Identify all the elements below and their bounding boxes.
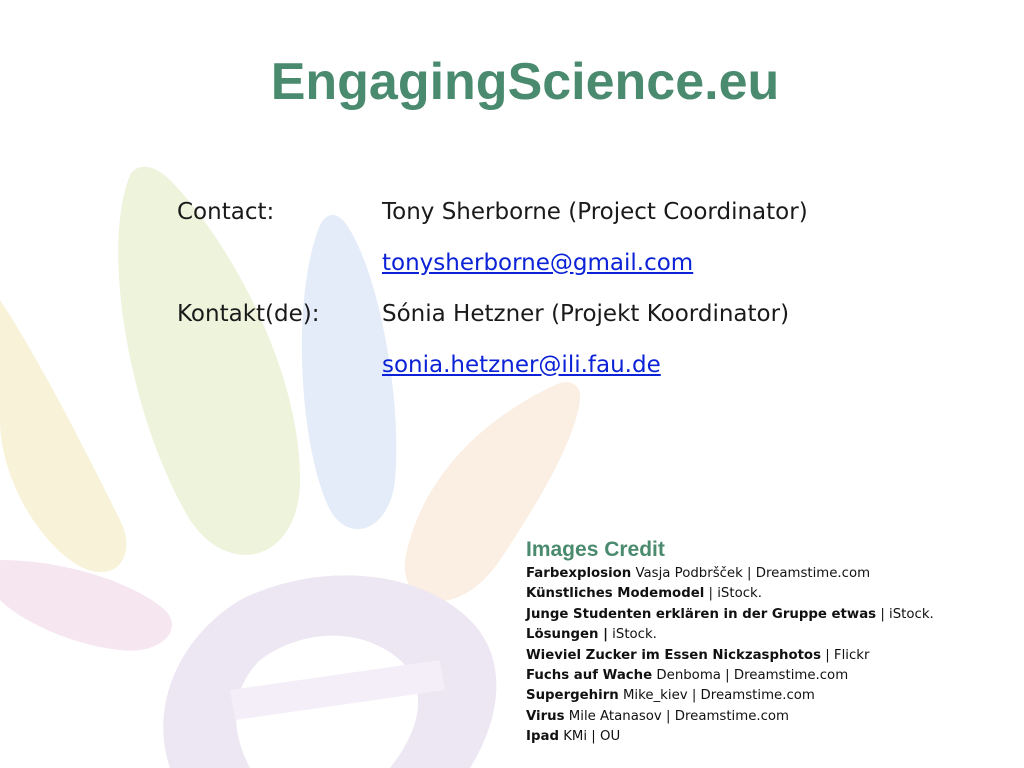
credit-line	[526, 686, 934, 706]
credit-line	[526, 625, 934, 645]
credit-image-name: Wieviel Zucker im Essen Nickzasphotos	[526, 647, 821, 663]
images-credit-block	[526, 538, 934, 748]
contact-block	[177, 186, 808, 390]
credit-line	[526, 707, 934, 727]
page-title: EngagingScience.eu	[270, 53, 780, 111]
credit-line	[526, 666, 934, 686]
contact-row	[177, 237, 808, 288]
credit-source: KMi | OU	[558, 729, 621, 745]
credit-image-name: Lösungen |	[526, 627, 608, 643]
credit-line	[526, 564, 934, 584]
contact-row	[177, 186, 808, 237]
credit-line	[526, 646, 934, 666]
credit-source: | iStock.	[876, 606, 934, 622]
contact-label: Contact:	[177, 198, 275, 225]
email-link-sonia[interactable]: sonia.hetzner@ili.fau.de	[382, 351, 661, 378]
credit-source: Vasja Podbršček | Dreamstime.com	[631, 566, 871, 581]
email-link-tony[interactable]: tonysherborne@gmail.com	[382, 249, 694, 276]
contact-label: Kontakt(de):	[177, 300, 320, 327]
credit-image-name: Supergehirn	[526, 688, 619, 704]
logo-e-shape	[163, 575, 496, 768]
credit-source: Mile Atanasov | Dreamstime.com	[564, 708, 790, 724]
credit-source: iStock.	[607, 627, 657, 643]
contact-name: Tony Sherborne (Project Coordinator)	[382, 198, 808, 225]
contact-name: Sónia Hetzner (Projekt Koordinator)	[382, 300, 790, 327]
credit-image-name: Farbexplosion	[526, 566, 632, 581]
petal-pink-shape	[0, 560, 172, 651]
logo-e-bar-shape	[230, 660, 445, 720]
credit-image-name: Ipad	[526, 729, 559, 745]
credit-image-name: Fuchs auf Wache	[526, 667, 653, 683]
credit-image-name: Künstliches Modemodel	[526, 586, 705, 602]
credit-source: | iStock.	[704, 586, 762, 602]
petal-yellow-shape	[0, 300, 126, 572]
credit-source: | Flickr	[821, 647, 870, 663]
credit-source: Denboma | Dreamstime.com	[652, 667, 849, 683]
credit-image-name: Junge Studenten erklären in der Gruppe etwas	[526, 606, 877, 622]
credit-line	[526, 727, 934, 747]
contact-row	[177, 288, 808, 339]
credit-source: Mike_kiev | Dreamstime.com	[618, 688, 815, 704]
credit-image-name: Virus	[526, 708, 565, 724]
credits-title: Images Credit	[526, 538, 665, 561]
credit-line	[526, 605, 934, 625]
credit-line	[526, 584, 934, 604]
contact-row	[177, 339, 808, 390]
